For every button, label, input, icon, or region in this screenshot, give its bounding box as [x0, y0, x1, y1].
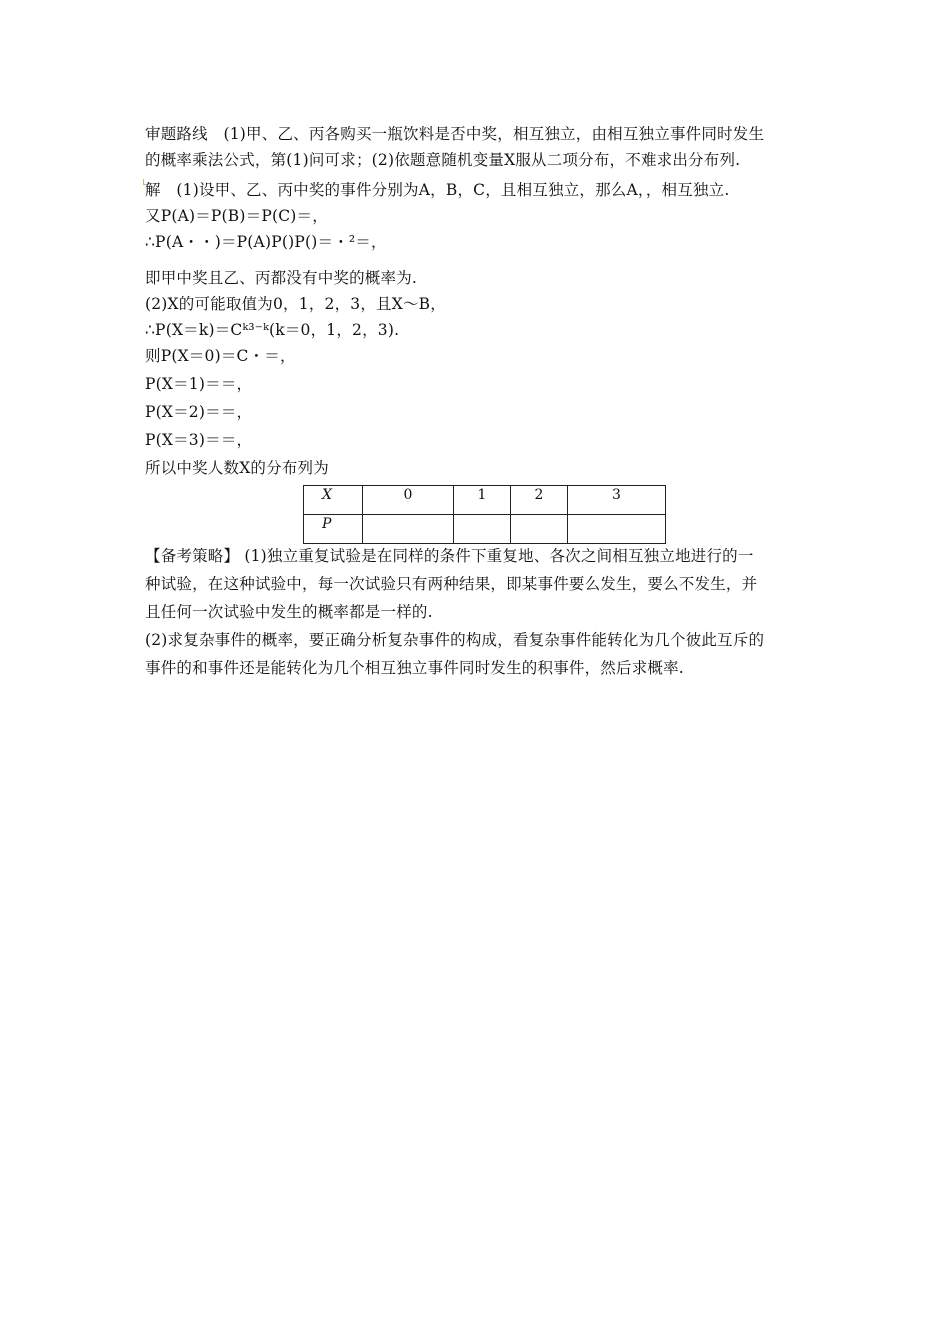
table-cell: P [304, 515, 363, 544]
table-cell [454, 515, 511, 544]
strategy-line: 【备考策略】 (1)独立重复试验是在同样的条件下重复地、各次之间相互独立地进行的一 [145, 547, 754, 565]
strategy-line: 种试验，在这种试验中，每一次试验只有两种结果，即某事件要么发生，要么不发生，并 [145, 575, 758, 593]
table-row [304, 486, 666, 515]
text-line: 即甲中奖且乙、丙都没有中奖的概率为. [145, 269, 418, 287]
text-line: 解 (1)设甲、乙、丙中奖的事件分别为A，B，C，且相互独立，那么A，，相互独立. [145, 181, 730, 199]
text-line: 的概率乘法公式，第(1)问可求；(2)依题意随机变量X服从二项分布，不难求出分布列. [145, 151, 741, 169]
text-line: ∴P(X＝k)＝Cᵏ³⁻ᵏ(k＝0，1，2，3). [145, 321, 400, 339]
table-cell [568, 515, 666, 544]
text-line: 审题路线 (1)甲、乙、丙各购买一瓶饮料是否中奖，相互独立，由相互独立事件同时发生 [145, 125, 765, 143]
table-cell: 0 [363, 486, 454, 515]
strategy-line: (2)求复杂事件的概率，要正确分析复杂事件的构成，看复杂事件能转化为几个彼此互斥的 [145, 631, 765, 649]
text-line: 又P(A)＝P(B)＝P(C)＝， [145, 207, 328, 225]
text-line: (2)X的可能取值为0，1，2，3，且X～B， [145, 295, 446, 313]
strategy-line: 且任何一次试验中发生的概率都是一样的. [145, 603, 433, 621]
table-cell: 3 [568, 486, 666, 515]
text-line: P(X＝2)＝＝， [145, 403, 253, 421]
text-line: 则P(X＝0)＝C・＝， [145, 347, 296, 365]
text-line: P(X＝1)＝＝， [145, 375, 253, 393]
table-cell [511, 515, 568, 544]
distribution-table [303, 485, 666, 544]
strategy-line: 事件的和事件还是能转化为几个相互独立事件同时发生的积事件，然后求概率. [145, 659, 684, 677]
table-cell [363, 515, 454, 544]
table-cell: 1 [454, 486, 511, 515]
text-line: 所以中奖人数X的分布列为 [145, 459, 329, 477]
table-row [304, 515, 666, 544]
table-cell: X [304, 486, 363, 515]
text-line: ∴P(A・・)＝P(A)P()P()＝・²＝， [145, 233, 387, 251]
table-cell: 2 [511, 486, 568, 515]
text-line: P(X＝3)＝＝， [145, 431, 253, 449]
